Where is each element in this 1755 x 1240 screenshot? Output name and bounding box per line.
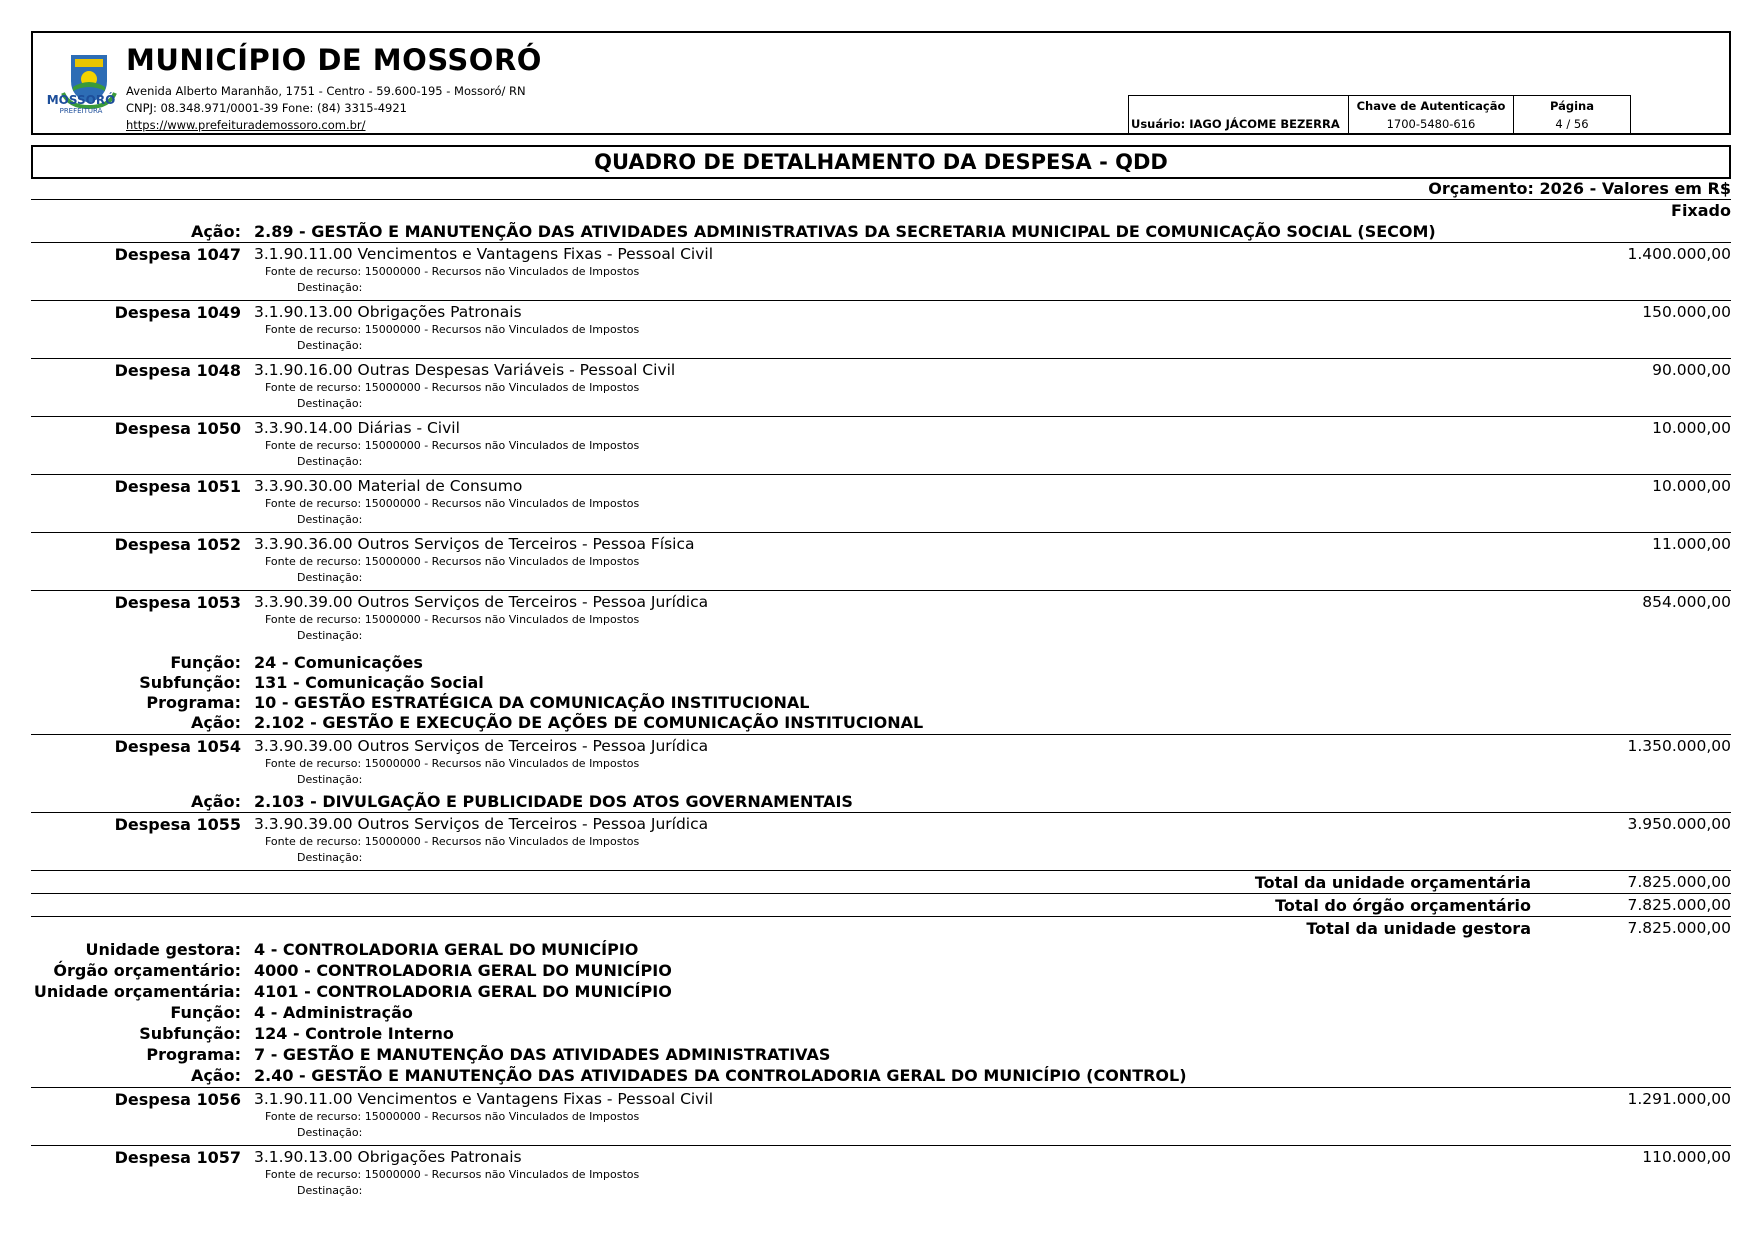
destinacao: Destinação: bbox=[297, 629, 363, 642]
fonte-recurso: Fonte de recurso: 15000000 - Recursos não Vinculados de Impostos bbox=[265, 1168, 640, 1181]
destinacao: Destinação: bbox=[297, 513, 363, 526]
despesa-label: Despesa 1055 bbox=[114, 815, 241, 834]
divider bbox=[31, 1087, 1731, 1088]
subfuncao-label: Subfunção: bbox=[139, 673, 241, 692]
despesa-description: 3.3.90.39.00 Outros Serviços de Terceiros - Pessoa Jurídica bbox=[254, 737, 709, 755]
despesa-label: Despesa 1047 bbox=[114, 245, 241, 264]
fonte-recurso: Fonte de recurso: 15000000 - Recursos não Vinculados de Impostos bbox=[265, 323, 640, 336]
despesa-amount: 1.400.000,00 bbox=[1627, 245, 1731, 263]
unidade-orcamentaria-value: 4101 - CONTROLADORIA GERAL DO MUNICÍPIO bbox=[254, 982, 672, 1001]
despesa-description: 3.1.90.13.00 Obrigações Patronais bbox=[254, 303, 522, 321]
total-label: Total da unidade orçamentária bbox=[1254, 873, 1531, 892]
cnpj-phone: CNPJ: 08.348.971/0001-39 Fone: (84) 3315-4921 bbox=[126, 101, 407, 115]
despesa-amount: 1.350.000,00 bbox=[1627, 737, 1731, 755]
acao-value: 2.102 - GESTÃO E EXECUÇÃO DE AÇÕES DE COMUNICAÇÃO INSTITUCIONAL bbox=[254, 713, 924, 732]
auth-value: 1700-5480-616 bbox=[1386, 117, 1476, 131]
despesa-description: 3.1.90.13.00 Obrigações Patronais bbox=[254, 1148, 522, 1166]
programa-label: Programa: bbox=[146, 693, 241, 712]
logo-text: MOSSORÓ bbox=[46, 93, 116, 107]
subfuncao-value: 124 - Controle Interno bbox=[254, 1024, 454, 1043]
divider bbox=[31, 1145, 1731, 1146]
fonte-recurso: Fonte de recurso: 15000000 - Recursos não Vinculados de Impostos bbox=[265, 757, 640, 770]
destinacao: Destinação: bbox=[297, 281, 363, 294]
despesa-label: Despesa 1048 bbox=[114, 361, 241, 380]
divider bbox=[31, 199, 1731, 200]
despesa-label: Despesa 1057 bbox=[114, 1148, 241, 1167]
despesa-label: Despesa 1049 bbox=[114, 303, 241, 322]
despesa-amount: 1.291.000,00 bbox=[1627, 1090, 1731, 1108]
despesa-amount: 10.000,00 bbox=[1652, 477, 1731, 495]
divider bbox=[31, 734, 1731, 735]
destinacao: Destinação: bbox=[297, 397, 363, 410]
funcao-label: Função: bbox=[170, 1003, 241, 1022]
destinacao: Destinação: bbox=[297, 339, 363, 352]
divider bbox=[31, 590, 1731, 591]
total-value: 7.825.000,00 bbox=[1627, 896, 1731, 914]
despesa-description: 3.1.90.11.00 Vencimentos e Vantagens Fixas - Pessoal Civil bbox=[254, 1090, 713, 1108]
despesa-amount: 3.950.000,00 bbox=[1627, 815, 1731, 833]
municipality-logo bbox=[49, 47, 129, 127]
despesa-description: 3.3.90.30.00 Material de Consumo bbox=[254, 477, 523, 495]
budget-label: Orçamento: 2026 - Valores em R$ bbox=[1428, 179, 1731, 198]
acao-value: 2.103 - DIVULGAÇÃO E PUBLICIDADE DOS ATOS GOVERNAMENTAIS bbox=[254, 792, 853, 811]
total-value: 7.825.000,00 bbox=[1627, 919, 1731, 937]
funcao-label: Função: bbox=[170, 653, 241, 672]
despesa-amount: 11.000,00 bbox=[1652, 535, 1731, 553]
page-label: Página bbox=[1549, 99, 1594, 113]
despesa-amount: 150.000,00 bbox=[1642, 303, 1731, 321]
despesa-label: Despesa 1050 bbox=[114, 419, 241, 438]
programa-value: 10 - GESTÃO ESTRATÉGICA DA COMUNICAÇÃO INSTITUCIONAL bbox=[254, 693, 810, 712]
website-link[interactable]: https://www.prefeiturademossoro.com.br/ bbox=[126, 118, 366, 132]
destinacao: Destinação: bbox=[297, 773, 363, 786]
programa-value: 7 - GESTÃO E MANUTENÇÃO DAS ATIVIDADES ADMINISTRATIVAS bbox=[254, 1045, 831, 1064]
address: Avenida Alberto Maranhão, 1751 - Centro - 59.600-195 - Mossoró/ RN bbox=[126, 84, 526, 98]
divider bbox=[31, 358, 1731, 359]
despesa-amount: 10.000,00 bbox=[1652, 419, 1731, 437]
despesa-label: Despesa 1054 bbox=[114, 737, 241, 756]
page-value: 4 / 56 bbox=[1555, 117, 1589, 131]
despesa-description: 3.1.90.11.00 Vencimentos e Vantagens Fixas - Pessoal Civil bbox=[254, 245, 713, 263]
orgao-label: Órgão orçamentário: bbox=[53, 961, 241, 980]
acao-label: Ação: bbox=[190, 222, 241, 241]
programa-label: Programa: bbox=[146, 1045, 241, 1064]
destinacao: Destinação: bbox=[297, 455, 363, 468]
subfuncao-label: Subfunção: bbox=[139, 1024, 241, 1043]
despesa-label: Despesa 1056 bbox=[114, 1090, 241, 1109]
divider bbox=[31, 416, 1731, 417]
despesa-description: 3.1.90.16.00 Outras Despesas Variáveis - Pessoal Civil bbox=[254, 361, 676, 379]
despesa-amount: 854.000,00 bbox=[1642, 593, 1731, 611]
acao-value: 2.89 - GESTÃO E MANUTENÇÃO DAS ATIVIDADES ADMINISTRATIVAS DA SECRETARIA MUNICIPAL DE COMUNICAÇÃO SOCIAL (SECOM) bbox=[254, 222, 1436, 241]
orgao-value: 4000 - CONTROLADORIA GERAL DO MUNICÍPIO bbox=[254, 961, 672, 980]
report-header bbox=[31, 31, 1731, 135]
logo-subtext: PREFEITURA bbox=[59, 107, 103, 115]
fonte-recurso: Fonte de recurso: 15000000 - Recursos não Vinculados de Impostos bbox=[265, 1110, 640, 1123]
divider bbox=[31, 532, 1731, 533]
fonte-recurso: Fonte de recurso: 15000000 - Recursos não Vinculados de Impostos bbox=[265, 381, 640, 394]
despesa-description: 3.3.90.36.00 Outros Serviços de Terceiros - Pessoa Física bbox=[254, 535, 695, 553]
despesa-label: Despesa 1053 bbox=[114, 593, 241, 612]
acao-label: Ação: bbox=[190, 1066, 241, 1085]
municipality-title: MUNICÍPIO DE MOSSORÓ bbox=[126, 43, 542, 77]
divider bbox=[31, 916, 1731, 917]
divider bbox=[31, 870, 1731, 871]
user-box bbox=[1128, 95, 1348, 135]
fonte-recurso: Fonte de recurso: 15000000 - Recursos não Vinculados de Impostos bbox=[265, 555, 640, 568]
page-box bbox=[1513, 95, 1631, 135]
despesa-description: 3.3.90.39.00 Outros Serviços de Terceiros - Pessoa Jurídica bbox=[254, 593, 709, 611]
fonte-recurso: Fonte de recurso: 15000000 - Recursos não Vinculados de Impostos bbox=[265, 497, 640, 510]
report-title: QUADRO DE DETALHAMENTO DA DESPESA - QDD bbox=[31, 145, 1731, 179]
fonte-recurso: Fonte de recurso: 15000000 - Recursos não Vinculados de Impostos bbox=[265, 835, 640, 848]
despesa-description: 3.3.90.39.00 Outros Serviços de Terceiros - Pessoa Jurídica bbox=[254, 815, 709, 833]
divider bbox=[31, 242, 1731, 243]
total-label: Total da unidade gestora bbox=[1306, 919, 1531, 938]
total-value: 7.825.000,00 bbox=[1627, 873, 1731, 891]
fonte-recurso: Fonte de recurso: 15000000 - Recursos não Vinculados de Impostos bbox=[265, 613, 640, 626]
fonte-recurso: Fonte de recurso: 15000000 - Recursos não Vinculados de Impostos bbox=[265, 265, 640, 278]
funcao-value: 4 - Administração bbox=[254, 1003, 413, 1022]
unidade-orcamentaria-label: Unidade orçamentária: bbox=[33, 982, 241, 1001]
destinacao: Destinação: bbox=[297, 851, 363, 864]
divider bbox=[31, 812, 1731, 813]
unidade-gestora-label: Unidade gestora: bbox=[85, 940, 241, 959]
divider bbox=[31, 893, 1731, 894]
divider bbox=[31, 474, 1731, 475]
despesa-description: 3.3.90.14.00 Diárias - Civil bbox=[254, 419, 460, 437]
despesa-amount: 110.000,00 bbox=[1642, 1148, 1731, 1166]
auth-box bbox=[1348, 95, 1513, 135]
despesa-label: Despesa 1051 bbox=[114, 477, 241, 496]
subfuncao-value: 131 - Comunicação Social bbox=[254, 673, 484, 692]
acao-value: 2.40 - GESTÃO E MANUTENÇÃO DAS ATIVIDADES DA CONTROLADORIA GERAL DO MUNICÍPIO (CONTROL) bbox=[254, 1066, 1187, 1085]
user-label: Usuário: IAGO JÁCOME BEZERRA bbox=[1131, 117, 1340, 131]
total-label: Total do órgão orçamentário bbox=[1275, 896, 1531, 915]
acao-label: Ação: bbox=[190, 792, 241, 811]
unidade-gestora-value: 4 - CONTROLADORIA GERAL DO MUNICÍPIO bbox=[254, 940, 639, 959]
acao-label: Ação: bbox=[190, 713, 241, 732]
funcao-value: 24 - Comunicações bbox=[254, 653, 423, 672]
fonte-recurso: Fonte de recurso: 15000000 - Recursos não Vinculados de Impostos bbox=[265, 439, 640, 452]
auth-label: Chave de Autenticação bbox=[1356, 99, 1506, 113]
destinacao: Destinação: bbox=[297, 1184, 363, 1197]
despesa-amount: 90.000,00 bbox=[1652, 361, 1731, 379]
destinacao: Destinação: bbox=[297, 1126, 363, 1139]
divider bbox=[31, 300, 1731, 301]
column-header: Fixado bbox=[1671, 201, 1731, 220]
despesa-label: Despesa 1052 bbox=[114, 535, 241, 554]
destinacao: Destinação: bbox=[297, 571, 363, 584]
